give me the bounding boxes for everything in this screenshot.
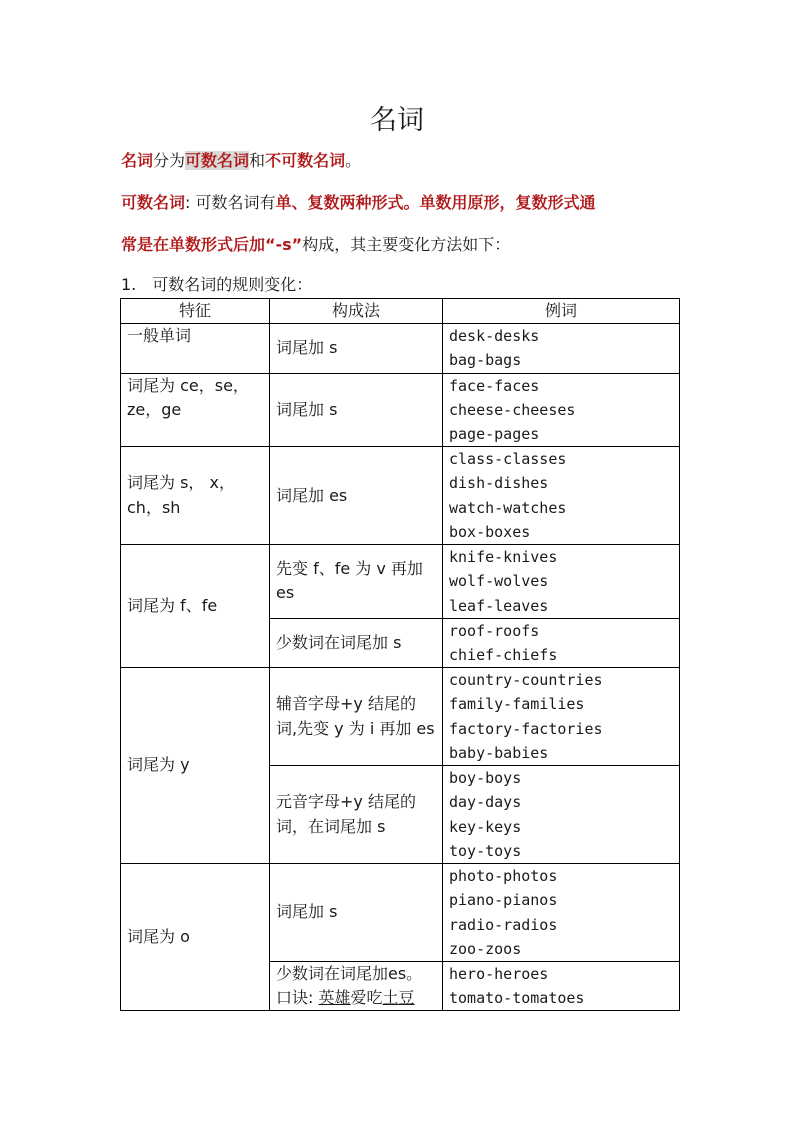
text: 和 — [249, 151, 266, 170]
example: watch-watches — [449, 498, 567, 517]
method-cell: 词尾加 es — [270, 447, 443, 545]
example: zoo-zoos — [449, 939, 522, 958]
page-title: 名词 — [370, 105, 424, 136]
example: key-keys — [449, 817, 522, 836]
feature-cell: 词尾为 y — [121, 668, 270, 864]
table-header-row — [121, 299, 680, 324]
example: toy-toys — [449, 841, 522, 860]
text: : 可数名词有 — [185, 193, 276, 212]
feature-cell: 词尾为 ce，se，ze，ge — [121, 373, 270, 447]
example: dish-dishes — [449, 474, 549, 493]
examples-cell — [443, 668, 680, 766]
examples-cell — [443, 618, 680, 667]
example: leaf-leaves — [449, 596, 549, 615]
text: 构成，其主要变化方法如下： — [302, 235, 511, 254]
header-examples: 例词 — [443, 299, 680, 324]
text: 分为 — [153, 151, 186, 170]
example: cheese-cheeses — [449, 400, 576, 419]
example: hero-heroes — [449, 965, 549, 984]
feature-cell: 词尾为 o — [121, 864, 270, 1011]
method-cell: 元音字母+y 结尾的词，在词尾加 s — [270, 766, 443, 864]
method-cell: 先变 f、fe 为 v 再加 es — [270, 545, 443, 619]
term-countable: 可数名词 — [185, 151, 250, 170]
example: desk-desks — [449, 327, 540, 346]
rule-text: 单、复数两种形式。单数用原形，复数形式通 — [275, 193, 596, 212]
examples-cell — [443, 545, 680, 619]
example: radio-radios — [449, 915, 558, 934]
example: box-boxes — [449, 522, 531, 541]
term-noun: 名词 — [121, 151, 154, 170]
table-row — [121, 545, 680, 619]
example: knife-knives — [449, 548, 558, 567]
feature-cell: 一般单词 — [121, 324, 270, 373]
table-row — [121, 668, 680, 766]
plural-rules-table — [120, 298, 680, 1011]
method-cell: 少数词在词尾加 s — [270, 618, 443, 667]
method-cell: 辅音字母+y 结尾的词,先变 y 为 i 再加 es — [270, 668, 443, 766]
examples-cell — [443, 447, 680, 545]
method-cell: 词尾加 s — [270, 864, 443, 962]
example: factory-factories — [449, 719, 603, 738]
examples-cell — [443, 864, 680, 962]
intro-paragraph-3 — [121, 232, 510, 255]
examples-cell — [443, 766, 680, 864]
term-countable: 可数名词 — [121, 193, 186, 212]
feature-cell: 词尾为 s， x，ch，sh — [121, 447, 270, 545]
intro-paragraph-2 — [121, 190, 596, 213]
mnemonic-word: 英雄 — [318, 988, 351, 1008]
feature-cell: 词尾为 f、fe — [121, 545, 270, 668]
example: chief-chiefs — [449, 645, 558, 664]
examples-cell — [443, 324, 680, 373]
term-uncountable: 不可数名词 — [265, 151, 346, 170]
example: day-days — [449, 793, 522, 812]
method-text: 少数词在词尾加es。口诀: — [276, 964, 423, 1008]
rule-text: 常是在单数形式后加“-s” — [121, 235, 303, 254]
example: face-faces — [449, 376, 540, 395]
table-row — [121, 447, 680, 545]
example: piano-pianos — [449, 891, 558, 910]
table-row — [121, 324, 680, 373]
header-method: 构成法 — [270, 299, 443, 324]
example: bag-bags — [449, 351, 522, 370]
mnemonic-word: 土豆 — [382, 988, 415, 1008]
examples-cell — [443, 373, 680, 447]
header-feature: 特征 — [121, 299, 270, 324]
method-cell: 词尾加 s — [270, 373, 443, 447]
method-cell — [270, 962, 443, 1011]
example: photo-photos — [449, 867, 558, 886]
text: 。 — [345, 151, 362, 170]
table-row — [121, 864, 680, 962]
example: wolf-wolves — [449, 572, 549, 591]
example: roof-roofs — [449, 621, 540, 640]
method-cell: 词尾加 s — [270, 324, 443, 373]
examples-cell — [443, 962, 680, 1011]
example: family-families — [449, 695, 585, 714]
section-heading: 1. 可数名词的规则变化： — [121, 275, 313, 294]
mnemonic-word: 爱吃 — [350, 988, 383, 1008]
example: tomato-tomatoes — [449, 989, 585, 1008]
intro-paragraph-1 — [121, 148, 361, 171]
example: country-countries — [449, 671, 603, 690]
table-row — [121, 373, 680, 447]
example: baby-babies — [449, 743, 549, 762]
example: boy-boys — [449, 769, 522, 788]
example: class-classes — [449, 450, 567, 469]
example: page-pages — [449, 424, 540, 443]
